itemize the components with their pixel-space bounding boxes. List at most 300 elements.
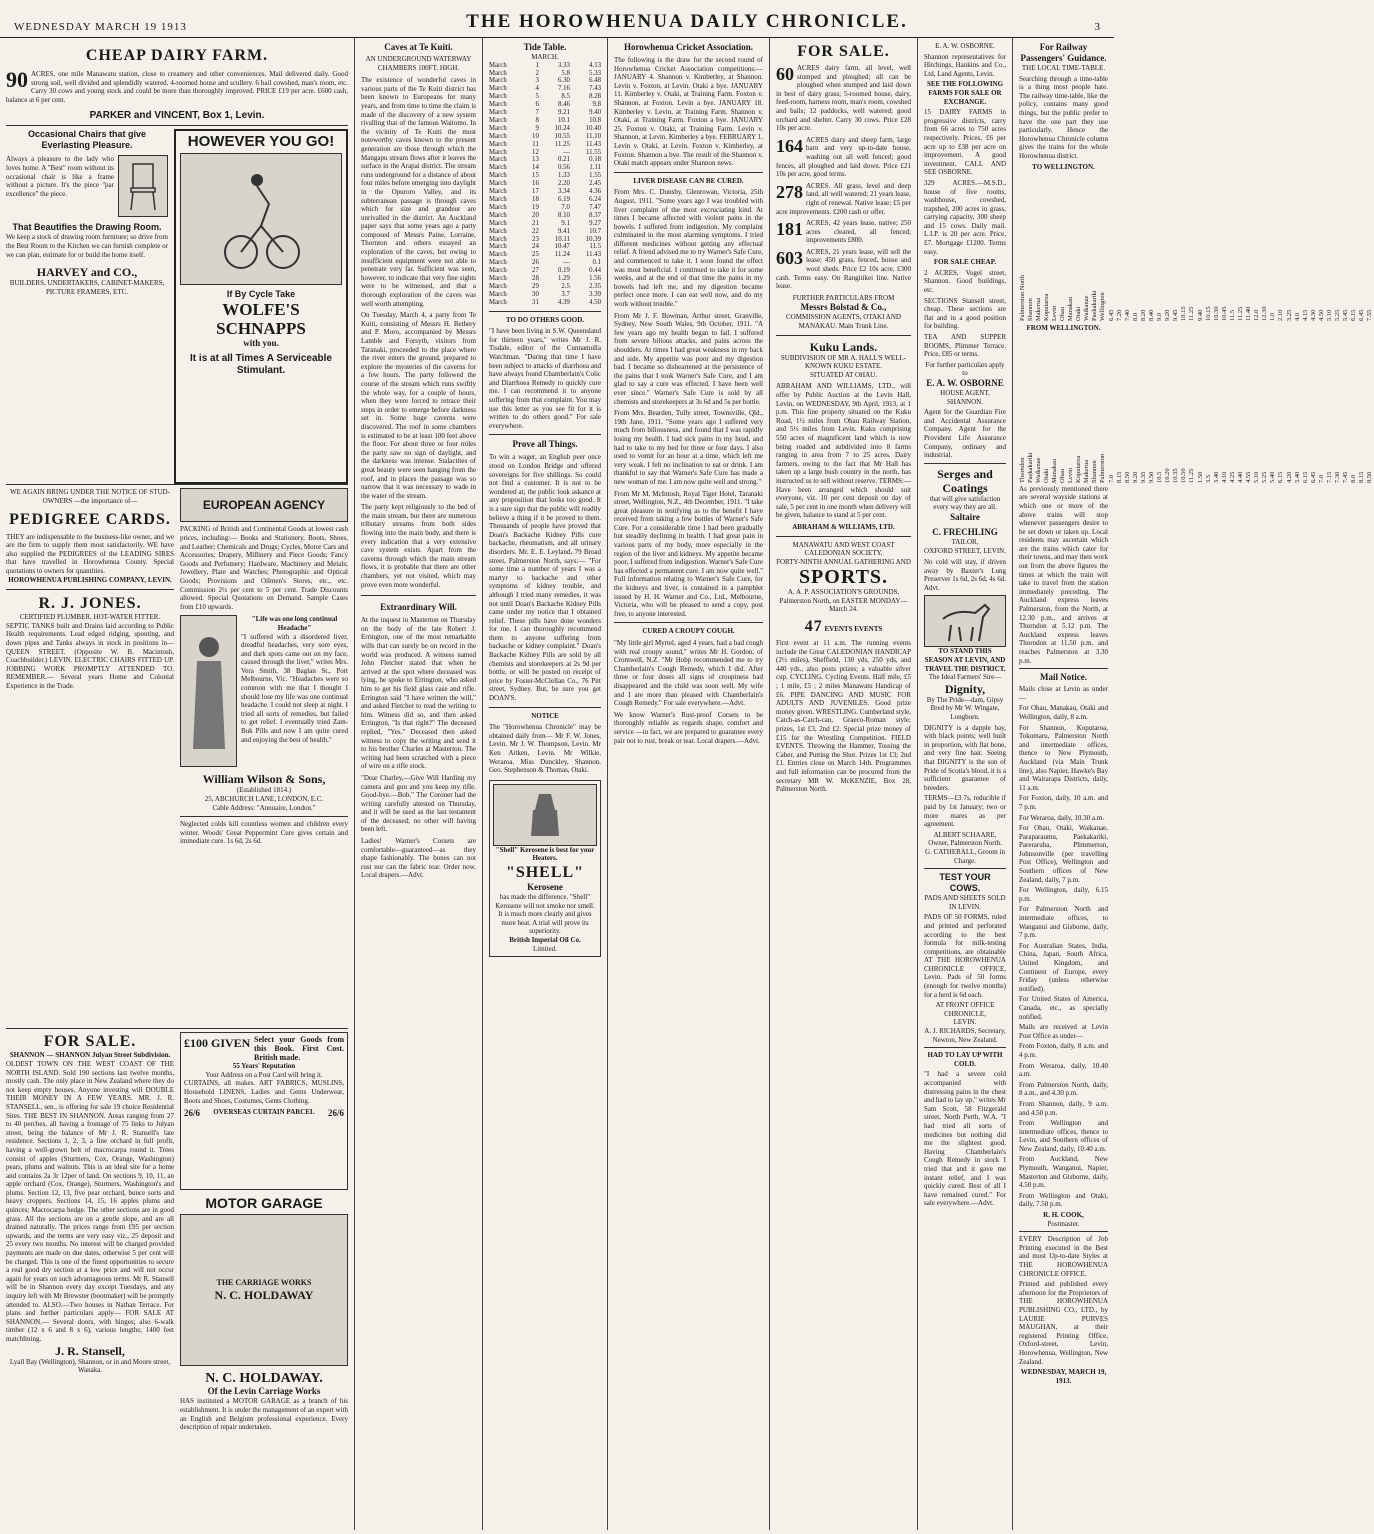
serges-brand: Saltaire (950, 511, 980, 522)
tide-row (489, 299, 601, 307)
tide-month-cell: March (489, 251, 507, 259)
mail-line: From Foxton, daily, 8 a.m. and 4 p.m. (1019, 1042, 1108, 1059)
station-name: Wellington (1099, 292, 1106, 322)
tide-time-cell: 1.11 (589, 164, 601, 172)
garage-building-illustration (180, 1214, 348, 1366)
tide-row (489, 188, 601, 196)
ad-heading: PEDIGREE CARDS. (9, 510, 171, 528)
article-paragraph: The party kept religiously to the bed of the main stream, but there are numerous tributary streams from both sides flowing into the main body, and there is every indication that a very extensive cave system exists. Apart from the caverns through which the main stream flows, it is probable that there are other chambers, yet not visited, which may prove even more wonderful. (361, 503, 476, 589)
cyclist-illustration (180, 153, 342, 285)
tide-day-cell: 4 (535, 85, 539, 93)
tide-row (489, 141, 601, 149)
sports-annual: FORTY-NINTH ANNUAL GATHERING AND (776, 557, 911, 566)
catalogue-body: CURTAINS, all makes. ART FABRICS, MUSLINS, Household LINENS, Ladies and Gents Underwear, Boots and Shoes, Costumes, Gents Clothing. (184, 1079, 344, 1105)
station-name: Levin (1067, 467, 1074, 483)
train-time: 5.45 (1342, 309, 1349, 322)
train-time: 9.20 (1132, 471, 1139, 483)
tide-month-cell: March (489, 61, 507, 69)
agent-sub: COMMISSION AGENTS, OTAKI AND MANAKAU. Main Trunk Line. (786, 313, 901, 331)
station-name: Otaki (1075, 306, 1082, 322)
farm-listing (776, 136, 911, 179)
shell-lamp-illustration (493, 784, 597, 846)
tide-row (489, 109, 601, 117)
train-time: 11.25 (1188, 306, 1195, 322)
firm-trades: BUILDERS, UNDERTAKERS, CABINET-MAKERS, PICTURE FRAMERS, ETC. (9, 279, 165, 296)
tide-day-cell: 14 (532, 164, 539, 172)
tide-time-cell: 11.10 (585, 132, 601, 140)
further-label: FURTHER PARTICULARS FROM (792, 293, 895, 302)
farm-description: ACRES. All grass, level and deep land, all well watered; 21 years lease, right of renewal. Native lease; £5 per acre improvements. £200 cash or offer. (776, 181, 911, 216)
tide-time-cell: 11.5 (589, 243, 601, 251)
train-time: 10.50 (1180, 468, 1187, 483)
tide-day-cell: 19 (532, 203, 539, 211)
column-6 (918, 38, 1013, 1530)
tide-time-cell: 10.11 (554, 235, 570, 243)
tide-time-cell: 10.39 (585, 235, 601, 243)
train-column (1108, 171, 1196, 321)
price-left: 26/6 (184, 1108, 201, 1119)
tide-month-cell: March (489, 235, 507, 243)
tide-month-cell: March (489, 243, 507, 251)
train-time: 8.15 (1358, 471, 1365, 483)
stud-name: Dignity, (944, 681, 986, 696)
tide-month-cell: March (489, 259, 507, 267)
tide-time-cell: 3.34 (558, 188, 570, 196)
tide-time-cell: 10.24 (554, 124, 570, 132)
mail-line: For Shannon, Koputaroa, Tokomaru, Palmerston North and intermediate offices, thence to New Plymouth, Auckland (via Main Trunk line), also Napier, Hawke's Bay and Wairarapa Districts, daily, 11 a.m. (1019, 723, 1108, 792)
article-body: To win a wager, an English peer once stood on London Bridge and offered sovereigns for five shillings. So could not find a customer. It is not to be wondered at; the public look askance at any proposition that looks too good. It is a sure sign that the public will readily believe a thing if it be proved to them. Thousands of people have proved that Doan's Backache Kidney Pills cure backache, rheumatism, and all urinary disorders. Mr. E. E. Leyland, 79 Broad street, Palmerston North, says:— "For some time a number of years I was a martyr to backache and other symptoms of kidney trouble, and although I tried many remedies, it was not until Doan's Backache Kidney Pills came under my notice that I obtained relief. These pills have done wonders for me. I can thoroughly recommend them to anyone suffering from backache or kidney complaint." Doan's Backache Kidney Pills are sold by all chemists and storekeepers at 2s 9d per bottle, or will be posted on receipt of price by Foster-McClellan Co., 76 Pitt street, Sydney. But, be sure you get DOAN'S. (489, 453, 601, 703)
tide-day-cell: 20 (532, 211, 539, 219)
train-time: 4.15 (1302, 309, 1309, 322)
article-paragraph: At the inquest in Masterton on Thursday on the body of the late Robert J. Errington, one of the most remarkable wills that can surely be on record in the world was produced. A witness named John Fletcher stated that when he arrived at the spot where deceased was lying, he spoke to Errington, who asked him to get his field glass case and rifle. Errington said "I have written the will," and asked Fletcher to read the writing to him. Witness did so, and then asked Errington, "Is that right?" The deceased replied, "Yes." Deceased then asked witness to copy the writing and send it to his brother Charles at Masterton. The writing had been scratched with a piece of wire on a rifle stock. (361, 616, 476, 771)
tide-time-cell: 0.56 (558, 164, 570, 172)
tide-time-cell: 9.40 (589, 109, 601, 117)
tide-row (489, 259, 601, 267)
ad-subheading: SHANNON — SHANNON Julyan Street Subdivision. (9, 1051, 171, 1060)
train-time: 4.0 (1294, 313, 1301, 322)
tide-time-cell: 4.39 (558, 298, 570, 306)
tide-day-cell: 7 (535, 109, 539, 117)
station-name: Paekakariki (1027, 452, 1034, 483)
to-wellington-label: TO WELLINGTON. (1032, 162, 1095, 171)
train-time: 1.50 (1197, 471, 1204, 483)
train-time: 12.0 (1253, 309, 1260, 322)
farm-listing (776, 219, 911, 245)
tide-row (489, 212, 601, 220)
train-time: 5.40 (1294, 471, 1301, 483)
station-name: Koputaroa (1075, 455, 1082, 483)
listing: 2 ACRES, Vogel street, Shannon. Good buildings, etc. (924, 268, 1006, 295)
mail-line: Mails are received at Levin Post Office as under— (1019, 1023, 1108, 1040)
mail-line: From Auckland, New Plymouth, Wanganui, Napier, Masterton and Gisborne, daily, 4.50 p.m. (1019, 1155, 1108, 1190)
ads-catalogue-and-garage (180, 1032, 348, 1517)
firm-name: William Wilson & Sons, (202, 772, 326, 787)
tide-month-cell: March (489, 290, 507, 298)
tide-time-cell: 6.19 (558, 196, 570, 203)
tide-time-cell: 3.7 (561, 290, 570, 298)
ad-european-agency (180, 488, 348, 1028)
ad-cheap-dairy-farm (6, 42, 348, 126)
cows-levin: LEVIN. (953, 1018, 977, 1027)
tide-month-cell: March (489, 101, 507, 109)
tide-row (489, 93, 601, 101)
agent-address: Lyall Bay (Wellington), Shannon, or in and Moore street, Wanaka. (9, 1357, 171, 1375)
train-time: 7.20 (1116, 309, 1123, 322)
farm-list (776, 64, 911, 291)
headache-quote: "Life was one long continual Headache" (251, 615, 338, 632)
tide-day-cell: 29 (532, 282, 539, 290)
article-heading: LIVER DISEASE CAN BE CURED. (633, 176, 744, 185)
schnapps-brand: WOLFE'S SCHNAPPS (216, 300, 306, 339)
masthead-title: THE HOROWHENUA DAILY CHRONICLE. (466, 11, 908, 32)
listing: 329 ACRES.—M.S.D., house of five rooms, washhouse, cowshed, trapshed, 200 acres in grass, carrying capacity, 300 sheep and 15 cows. Daily mail. L.I.P. is 20 per acre. Price, £7. Mortgage £1200. Terms easy. (924, 178, 1006, 256)
from-wellington-label: FROM WELLINGTON. (1026, 324, 1101, 333)
train-time: 3.5 (1205, 474, 1212, 483)
train-time: 7.40 (1124, 309, 1131, 322)
mail-line: For United States of America, Canada, etc., as specially notified. (1019, 995, 1108, 1021)
tide-time-cell: 11.43 (585, 140, 601, 148)
train-time: 10.20 (1164, 468, 1171, 483)
tide-day-cell: 2 (535, 69, 539, 77)
further-label: For further particulars apply to (925, 360, 1005, 378)
tide-month-cell: March (489, 69, 507, 77)
tide-heading: Tide Table. (523, 42, 567, 52)
tide-row (489, 236, 601, 244)
farm-listing (776, 182, 911, 216)
train-time: 4.55 (1245, 471, 1252, 483)
train-time: 7.0 (1318, 474, 1325, 483)
train-column (1286, 333, 1374, 483)
article-heading: Horowhenua Cricket Association. (623, 42, 754, 52)
tide-time-cell: 9.1 (561, 219, 570, 227)
sports-body: First event at 11 a.m. The running events include the Great CALEDONIAN HANDICAP (2½ miles), Sheffield, 130 yds, 250 yds, and 440 yds., also posts prizes; a valuable silver cup. CYCLING. Cycling Events. Half mile, £5 ; 1 mile, £5 ; 2 miles Manawatu Handicap of £6. PIPE DANCING AND MUSIC FOR ADULTS AND JUVENILES. Good prize money given. WRESTLING. Cumberland style, Catch-as-Catch-can, Graeco-Roman style; prizes, 1st £3, 2nd £2. Special prize money of £15 for the Wrestling Competition. FIELD EVENTS. Throwing the Hammer, Tossing the Caber, and Putting the Shot. Prizes 1st £3; 2nd £1. Entries close on March 14th. Programmes and full information can be procured from the secretary MR W. McKENZIE, Box 28, Palmerston North. (776, 639, 911, 794)
schnapps-bottom: It is at all Times A Serviceable Stimulant. (190, 353, 332, 377)
train-time: 10.35 (1172, 468, 1179, 483)
firm-name: HOROWHENUA PUBLISHING COMPANY, LEVIN. (8, 575, 172, 584)
stud-by: By The Pride—dam, Gipsy (926, 695, 1004, 704)
tide-row (489, 251, 601, 259)
printing-ad: EVERY Description of Job Printing executed in the Best and most Up-to-date Styles at THE HOROWHENUA CHRONICLE OFFICE. (1019, 1235, 1108, 1278)
agent-signature: E. A. W. OSBORNE. (935, 42, 995, 50)
tide-time-cell: 11.25 (554, 140, 570, 148)
tide-time-cell: 8.46 (558, 101, 570, 109)
train-time: 6.15 (1350, 309, 1357, 322)
agent-name: Messrs Bolstad & Co., (800, 302, 887, 313)
article-body: "I had a severe cold accompanied with distressing pains in the chest and had to lay up," writes Mr Sam Scott, 58 Fitzgerald street, North Perth, W.A. "I had tried all sorts of medicines but nothing did me the slightest good. Having Chamberlain's Cough Remedy in stock I tried that and it gave me instant relief, and I was quickly cured. Best of all I have remained cured." For sale everywhere.—Advt. (924, 1070, 1006, 1208)
ad-body: OLDEST TOWN ON THE WEST COAST OF THE NORTH ISLAND. Sold 190 sections last twelve months, mostly cash. The only place in New Zealand where they do not keep empty houses. Anyone investing will DOUBLE THEIR MONEY IN A FEW YEARS. MR. J. R. STANSELL, sen., is offering for sale 19 choice Residential Sites. THE BEST IN SHANNON. Areas ranging from 27 to 40 perches, all having a frontage of 75 links to Julyan street, being the balance of Mr J. R. Stansell's late residence. Sections 1, 2, 3, a fine orchard in full profit, having a well-grown belt of macrocarpa round it. Trees consist of apples (Sturmers, Cox, Orange, Washington) pears, plums and walnuts. This is an ideal site for a home and contains 2a 3r 12per of land. On sections 9, 10, 11, an apple orchard (Cox, Orange), Sturmers, Washington's and plums. Section 12, 13, five pear orchard, bunce sorts and heavy croppers. Sections 14, 15, 16 apples plums and quinces; Macrocarpa hedge. The other sections are in good grass. All the sections are on a gentle slope, and are all drained naturally. The prices range from £95 per section upwards, and the terms are very easy viz., 25 deposit and 25 every two months. No interest will be charged provided payments are made on due dates, otherwise 5 per cent will be charged. This is one of the finest opportunities to secure a real good dry section at a low price and will not occur again for years on such advantageous terms. Mr R. Stansell will be in Shannon every day except Tuesdays, and any inquiry left with Mr Brewster (bootmaker) will be promptly attended to. ALSO.—Two houses in Nathan Terrace. For plans and further particulars apply— FOR SALE AT SHANNON.— Several doors, with hinges; also 6-walk timber (12 x 6 and 8 x 6), various lengths; 1400 feet matchlining. (6, 1059, 174, 1343)
tide-time-cell: 4.13 (589, 61, 601, 69)
tide-month-cell: March (489, 124, 507, 132)
article-heading: Caves at Te Kuiti. (384, 42, 453, 52)
garage-sign-name: N. C. HOLDAWAY (214, 1287, 314, 1302)
ad-shannon-for-sale (6, 1032, 174, 1517)
ad-body: We keep a stock of drawing room furniture; so drive from the Best Room to the Kitchen we can furnish complete or we can plan, estimate for or build the home itself. (6, 233, 168, 259)
mail-lines (1019, 685, 1108, 1209)
tide-row (489, 156, 601, 164)
tide-row (489, 243, 601, 251)
ad-body: SEPTIC TANKS built and Drains laid according to Public Health requirements. Lead edged ridging, spouting, and down pipes and Tanks always in stock in positions in— QUEEN STREET. (Opposite W. B. Macintosh, Coachbuilder.) LEVIN. ELECTRIC CHAIRS FITTED UP. JOBBING WORK PROMPTLY ATTENDED TO. REMEMBER.— Several years Home and Colonial Experience in the Trade. (6, 621, 174, 690)
tide-time-cell: 8.5 (561, 93, 570, 101)
tide-time-cell: 7.43 (589, 85, 601, 93)
train-time: 6.45 (1358, 309, 1365, 322)
tide-time-cell: 1.33 (558, 172, 570, 180)
tide-row (489, 117, 601, 125)
timetable-stations (1019, 171, 1107, 321)
schnapps-with: with you. (243, 338, 279, 349)
drop-number: 90 (6, 67, 28, 92)
cold-ad: No cold will stay, if driven away by Baxter's Lung Preserver 1s 6d, 2s 6d, 4s 6d. Advt. (924, 558, 1006, 592)
parcel-label: OVERSEAS CURTAIN PARCEL (213, 1108, 315, 1117)
tide-day-cell: 3 (535, 77, 539, 85)
station-name: Levin (1051, 305, 1058, 322)
tailor-address: OXFORD STREET, LEVIN. (924, 546, 1006, 555)
cows-sub: PADS AND SHEETS SOLD IN LEVIN. (924, 894, 1006, 911)
ad-harvey-chairs (6, 129, 168, 484)
farm-acres-number: 181 (776, 219, 803, 240)
page-number: 3 (1094, 21, 1100, 33)
ad-jones (6, 589, 174, 690)
tide-row (489, 196, 601, 204)
serges-heading: Serges and Coatings (937, 466, 993, 495)
train-time: 5.10 (1253, 471, 1260, 483)
tide-time-cell: — (563, 148, 570, 156)
tide-time-cell: 6.48 (589, 77, 601, 85)
tide-time-cell: 5.33 (589, 69, 601, 77)
tide-day-cell: 21 (532, 219, 539, 227)
mail-heading: Mail Notice. (1040, 672, 1087, 683)
ad-body: ABRAHAM AND WILLIAMS, LTD., will offer by Public Auction at the Levin Hall, Levin, on WEDNESDAY, 9th April, 1913, at 1 p.m. This fine property situated on the Kuku Road, 1½ miles from Ohau Railway Station, and 5½ miles from Levin. Kuku comprising 550 acres of magnificent land which is now being roaded and subdivided into 8 farms ranging in area from 7 to 25 acres. Dairy farmers, owing to the fact that Mr Hall has taken up a large bush country in the north, has instructed us to sell without reserve. TERMS:—Have been arranged which should suit everyone, viz. 10 per cent deposit on day of sale, 5 per cent in one month when delivery will be given, balance to stand at 5 per cent. (776, 382, 911, 520)
shell-firm: British Imperial Oil Co. (509, 935, 581, 944)
station-name: Paekakariki (1091, 290, 1098, 322)
sports-intro: MANAWATU AND WEST COAST CALEDONIAN SOCIETY. (792, 540, 895, 558)
tide-time-cell: 10.47 (554, 243, 570, 251)
ad-subheading: SUBDIVISION OF MR A. HALL'S WELL-KNOWN KUKU ESTATE. (780, 353, 907, 371)
tide-row (489, 291, 601, 299)
tide-day-cell: 15 (532, 172, 539, 180)
column-2 (355, 38, 483, 1530)
train-time: 4.40 (1237, 471, 1244, 483)
mail-line: For Palmerston North and intermediate offices, to Wanganui and Gisborne, daily, 7 p.m. (1019, 905, 1108, 940)
shell-body: has made the difference. "Shell" Kerosene will not smoke nor smell. It is much more clearly and gives more heat. A trial will prove its superiority. (495, 892, 595, 936)
train-column (1197, 333, 1285, 483)
tide-time-cell: 10.1 (558, 116, 570, 124)
tide-row (489, 267, 601, 275)
train-time: 9.40 (1197, 309, 1204, 322)
train-time: 12.30 (1261, 306, 1268, 322)
ad-body: THEY are indispensable to the business-like owner, and we are the firm to supply them most satisfactorily. WE have also supplied the PEDIGREES of the LEADING SIRES that have travelled in Horowhenua County. Special quotations to owners for quantities. (6, 532, 174, 575)
agent-insurance: Agent for the Guardian Fire and Accidental Assurance Company. Agent for the Provident Life Assurance Company, ordinary and industrial. (924, 408, 1006, 460)
tide-row (489, 204, 601, 212)
ad-heading: SEE THE FOLLOWING FARMS FOR SALE OR EXCHANGE. (926, 80, 1004, 106)
firm-address: 25, ABCHURCH LANE, LONDON, E.C. (204, 794, 324, 803)
tide-month-cell: March (489, 188, 507, 196)
mail-line: From Wellington and intermediate offices, thence to Levin, and Southern offices of New Zealand, daily, 10.40 a.m. (1019, 1119, 1108, 1153)
tide-row (489, 275, 601, 283)
postmaster-title: Postmaster. (1047, 1219, 1080, 1228)
ad-heading: Kuku Lands. (809, 339, 878, 354)
catalogue-send: Your Address on a Post Card will bring it. (205, 1070, 323, 1079)
tide-time-cell: 1.29 (558, 275, 570, 283)
tide-month-cell: March (489, 164, 507, 172)
tide-row (489, 70, 601, 78)
station-name: Makerua (1083, 459, 1090, 483)
tide-time-cell: 10.7 (589, 227, 601, 235)
notice-body: The "Horowhenua Chronicle" may be obtained daily from— Mr F. W. Jones, Levin. Mr J. W. Thompson, Levin. Mr Ken Aitken, Levin. Mr Wilkie, Weraroa. Miss Dunckley, Shannon. Geo. Stephenson & Thomas, Otaki. (489, 723, 601, 775)
tide-time-cell: — (563, 259, 570, 267)
tide-time-cell: 3.39 (589, 290, 601, 298)
train-time: 7.55 (1366, 309, 1373, 322)
article-heading: TO DO OTHERS GOOD. (505, 315, 585, 324)
station-name: Manakau (1067, 296, 1074, 322)
shell-firm-2: Limited. (533, 944, 557, 953)
ad-heading: FOR SALE. (797, 43, 890, 60)
farm-acres-number: 164 (776, 135, 803, 156)
firm-est: (Established 1814.) (236, 786, 292, 795)
station-name: Otaki (1043, 468, 1050, 483)
firm-name: ABRAHAM & WILLIAMS, LTD. (792, 522, 895, 531)
tide-time-cell: 4.36 (589, 188, 601, 196)
tide-day-cell: 23 (532, 235, 539, 243)
column-1 (0, 38, 355, 1530)
listing: 15 DAIRY FARMS in progressive districts, carry from 66 acres to 750 acres respectively. Prices, £6 per acre up to £38 per acre on improvement. A good investment. CALL AND SEE OSBORNE. (924, 108, 1006, 177)
column-5 (770, 38, 918, 1530)
ad-situated: SITUATED AT OHAU. (810, 370, 877, 379)
train-time: 7.15 (1326, 471, 1333, 483)
masthead-date: WEDNESDAY MARCH 19 1913 (14, 21, 187, 33)
agent-address: HOUSE AGENT, SHANNON. (940, 388, 990, 406)
tide-month-cell: March (489, 132, 507, 140)
stud-terms: TERMS—£3 7s, reducible if paid by 1st January; two or more mares as per agreement. (924, 794, 1006, 829)
station-name: Palmerston North (1019, 275, 1026, 322)
train-time: 8.50 (1124, 471, 1131, 483)
station-name: Ohau (1059, 307, 1066, 322)
tide-time-cell: 9.27 (589, 219, 601, 227)
tide-time-cell: 9.21 (558, 109, 570, 117)
tide-month-cell: March (489, 172, 507, 180)
tide-day-cell: 6 (535, 101, 539, 109)
ad-subheading: CERTIFIED PLUMBER, HOT-WATER FITTER. (19, 613, 161, 622)
testimonial: From Mr J. F. Bowman, Arthur street, Granville, Sydney, New South Wales, 9th October, 1911. "A few years ago my health began to fail. I suffered from severe bilious attacks, and pains across the shoulders. At times I had great weakness in my back and side. My appetite was poor and my digestion bad. I became so disheartened at the persistence of the pains that I took Warner's Safe Cure, and I am glad to say a cure was effected. I have been well ever since." Warner's Safe Cure is sold by all chemists and storekeepers at 3s 6d and 5s per bottle. (614, 311, 763, 406)
railway-intro: Searching through a time-table is a thing most people hate. The railway time-table, like the policy, contains many good things, but the public prefer to have the one part they use particularly. Hence the Horowhenua Chronicle column gives the trains for the whole Horowhenua district. (1019, 74, 1108, 160)
column-7 (1013, 38, 1373, 1530)
train-column (1286, 171, 1374, 321)
train-column (1108, 333, 1196, 483)
schnapps-mid: If By Cycle Take (226, 289, 296, 300)
stud-sub: The Ideal Farmers' Sire— (928, 673, 1002, 682)
tide-time-cell: 11.43 (585, 251, 601, 259)
article-heading: CURED A CROUPY COUGH. (642, 627, 735, 636)
mail-line: For Ohau, Manakau, Otaki and Wellington, daily, 8 a.m. (1019, 704, 1108, 721)
tide-time-cell: 8.28 (589, 93, 601, 101)
sports-place: Palmerston North, on EASTER MONDAY—March 24. (779, 596, 908, 614)
tide-time-cell: 6.30 (558, 77, 570, 85)
article-body: "I have been living in S.W. Queensland for thirteen years," writes Mr J. R. Tisdale, editor of the Cunnamulla Watchman. "During that time I have been subject to attacks of diarrhoea and have always found Chamberlain's Colic and Diarrhoea Remedy to quickly cure me. I can recommend it to anyone suffering from that complaint. You may use this letter as you see fit for it is written to do others good." For sale everywhere. (489, 327, 601, 430)
garage-sub: Of the Levin Carriage Works (207, 1386, 321, 1397)
mail-line: From Weraroa, daily, 10.40 a.m. (1019, 1061, 1108, 1079)
article-subheading: AN UNDERGROUND WATERWAY CHAMBERS 100FT. HIGH. (365, 55, 472, 72)
tide-row (489, 172, 601, 180)
article-paragraph: "Dear Charley,—Give Will Harding my camera and gun and you keep my rifle. Good-bye.—Bob." The Coroner had the writing carefully attested on Thursday, and it will be used as the last testament of the deceased; no other will having been left. (361, 773, 476, 834)
farm-acres-number: 603 (776, 247, 803, 268)
farm-listing (776, 248, 911, 291)
tide-day-cell: 25 (532, 251, 539, 259)
tide-month-cell: March (489, 282, 507, 290)
train-time: 5.40 (1269, 471, 1276, 483)
ad-heading: FOR SALE. (43, 1033, 137, 1051)
serges-line: that will give satisfaction every way they are all. (929, 494, 1001, 512)
train-time: 8.50 (1366, 471, 1373, 483)
tide-month-cell: March (489, 156, 507, 164)
stud-intro: TO STAND THIS SEASON AT LEVIN, AND TRAVEL THE DISTRICT. (924, 647, 1006, 673)
tide-time-cell: 1.55 (589, 172, 601, 180)
farm-description: ACRES, 42 years lease, native; 250 acres cleared, all fenced; improvements £800. (806, 219, 911, 245)
mail-line: From Wellington and Otaki, daily, 7.50 p.m. (1019, 1191, 1108, 1209)
tide-row (489, 62, 601, 70)
railway-sub: THE LOCAL TIME-TABLE. (1021, 64, 1106, 72)
train-time: 2.10 (1277, 309, 1284, 322)
cheap-label: FOR SALE CHEAP. (933, 258, 997, 267)
mail-line: For Weraroa, daily, 10.30 a.m. (1019, 813, 1104, 822)
tide-month-cell: March (489, 85, 507, 93)
tide-day-cell: 12 (532, 148, 539, 156)
tide-row (489, 164, 601, 172)
station-name: Manakau (1051, 458, 1058, 483)
ad-schnapps (174, 129, 348, 484)
tide-day-cell: 24 (532, 243, 539, 251)
corset-ad: We know Warner's Rust-proof Corsets to be thoroughly reliable as regards shape, comfort and service —in fact, we are prepared to guarantee every pair not to rust, break or tear. Local drapers.—Advt. (614, 710, 763, 745)
train-time: 4.10 (1221, 471, 1228, 483)
tailor-name: C. FRECHLING (932, 526, 998, 537)
ad-pedigree-cards (6, 488, 174, 1028)
station-name: Palmerston (1099, 453, 1106, 483)
train-time: 8.20 (1140, 309, 1147, 322)
article-heading: Prove all Things. (512, 439, 578, 450)
train-time: 5.25 (1334, 309, 1341, 322)
tide-time-cell: 11.55 (585, 148, 601, 156)
station-name: Waikanae (1083, 295, 1090, 322)
neglected-colds-ad: Neglected colds kill countless women and children every winter. Woods' Great Peppermint Cure gives certain and immediate cure. 1s 6d, 2s 6d. (180, 816, 348, 846)
tide-month-cell: March (489, 148, 507, 156)
farm-description: ACRES dairy and sheep farm, large barn and very up-to-date house, washing out all well fenced; good fences, all ploughed and laid down. Price £21 10s per acre, good terms. (776, 135, 911, 179)
tailor-trade: TAILOR, (951, 537, 979, 546)
tide-day-cell: 27 (532, 267, 539, 275)
ad-heading: CHEAP DAIRY FARM. (85, 47, 269, 64)
train-time: 7.0 (1108, 474, 1115, 483)
train-time: 7.45 (1342, 471, 1349, 483)
tide-day-cell: 22 (532, 227, 539, 235)
ad-body: ACRES, one mile Manawatu station, close to creamery and other conveniences. Mail delivered daily. Good strong soil, well divided and splendidly watered. 4-roomed house and scullery. 6 bail cowshed, man's room, etc. Carry 30 cows and young stock and could be more than thoroughly improved. PRICE £19 per acre. £600 cash, balance at 6 per cent. (6, 70, 348, 104)
train-time: 6.15 (1277, 471, 1284, 483)
mail-line: For Foxton, daily, 10 a.m. and 7 p.m. (1019, 794, 1108, 811)
tide-day-cell: 5 (535, 93, 539, 101)
tide-time-cell: 1.56 (589, 275, 601, 283)
tide-time-cell: 6.24 (589, 196, 601, 203)
ad-subheading: That Beautifies the Drawing Room. (12, 222, 162, 233)
mail-line: For Wellington, daily, 6.15 p.m. (1019, 886, 1108, 903)
stud-bred: Bred by Mr W. Wingate, Longburn. (930, 704, 1000, 722)
cows-richards: A. J. RICHARDS, Secretary, Newton, New Zealand. (924, 1027, 1006, 1044)
tide-month-cell: March (489, 227, 507, 235)
tide-month-cell: March (489, 211, 507, 219)
postmaster-name: R. H. COOK, (1043, 1211, 1084, 1220)
train-time: 9.50 (1148, 471, 1155, 483)
sports-assoc: A. A. P. ASSOCIATION'S GROUNDS, (787, 588, 900, 597)
farm-description: ACRES, 21 years lease, will sell the lease; 450 grass, fenced, house and wool sheds. Price £2 10s acre. £300 cash. Terms easy. On Rangitikei line. Native lease. (776, 247, 911, 291)
tide-day-cell: 30 (532, 290, 539, 298)
garage-body: HAS instituted a MOTOR GARAGE as a branch of his establishment. It is under the management of an expert with an English and Belgium professional experience. Every description of repair undertaken. (180, 1397, 348, 1432)
farm-description: ACRES dairy farm, all level, well stumped and ploughed; all can be ploughed when stumped and laid down in best of dairy grass; 5-roomed house, dairy, feed-room, harness room, man's room, cowshed and bails; 12 paddocks, well watered; good orchard and shelter. Carry 30 cows. Price £28 10s per acre. (776, 64, 911, 133)
tide-day-cell: 28 (532, 275, 539, 283)
